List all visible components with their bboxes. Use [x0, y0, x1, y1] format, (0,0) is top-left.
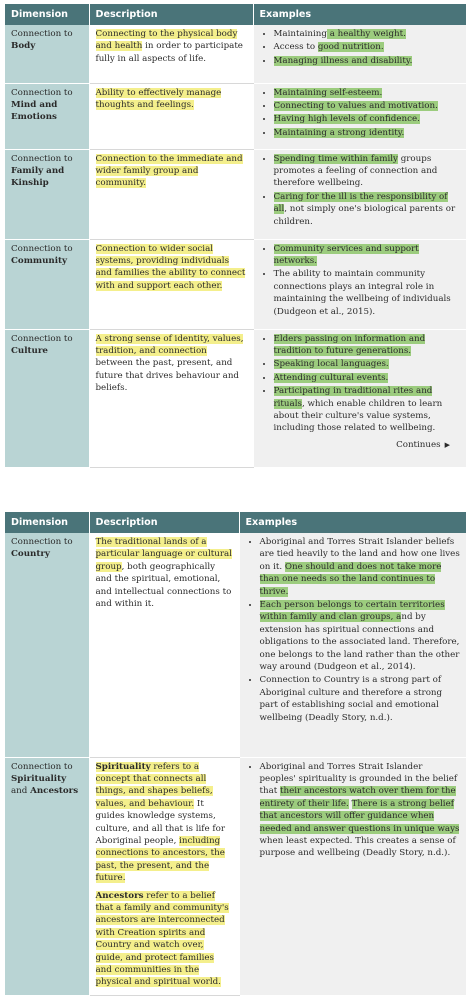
list-item: • Aboriginal and Torres Strait Islander peoples' spirituality is grounded in the belief that their ancestors watch over them for the entirety of their life. There is a strong belief that ancestors will offer guidance when needed and answer questions in unique ways when least expected. This creates a sense of purpose and wellbeing (Deadly Story, n.d.).	[260, 761, 461, 860]
dimension-community: Connection to Community	[5, 239, 89, 329]
description-body: Connecting to the physical body and health in order to participate fully in all aspects of life.	[89, 25, 253, 83]
dimension-body: Connection to Body	[5, 25, 89, 83]
dimension-country: Connection to Country	[5, 533, 89, 757]
dimension-spirituality: Connection to Spirituality and Ancestors	[5, 757, 89, 995]
description-country: The traditional lands of a particular language or cultural group, both geographically and the spiritual, emotional, and intellectual connections to and within it.	[89, 533, 239, 757]
list-item: • Participating in traditional rites and rituals, which enable children to learn about their culture's value systems, including those related to wellbeing.	[274, 385, 461, 435]
row-culture	[5, 329, 467, 467]
ancestors-paragraph: Ancestors refer to a belief that a family and community's ancestors are interconnected with Creation spirits and Country and watch over, guide, and protect families and communities in the physical and spiritual world.	[95, 890, 229, 988]
list-item: • Speaking local languages.	[274, 358, 461, 370]
list-item: • Each person belongs to certain territories within family and clan groups, and by extension has spiritual connections and obligations to the associated land. Therefore, one belongs to the land rather than the other way around (Dudgeon et al., 2014).	[260, 599, 461, 673]
list-item: • Having high levels of confidence.	[274, 113, 461, 125]
list-item: • Elders passing on information and tradition to future generations.	[274, 333, 461, 358]
examples-culture	[253, 329, 467, 467]
dimension-culture: Connection to Culture	[5, 329, 89, 467]
description-culture: A strong sense of identity, values, tradition, and connection between the past, present, and future that drives behaviour and beliefs.	[89, 329, 253, 467]
wellbeing-table-part-2	[5, 512, 467, 996]
table-header	[5, 4, 467, 25]
list-item: • Maintaining self-esteem.	[274, 87, 461, 99]
list-item: • Caring for the ill is the responsibility of all, not simply one's biological parents or children.	[274, 191, 461, 228]
dimension-mind: Connection to Mind and Emotions	[5, 83, 89, 149]
header-examples: Examples	[239, 512, 467, 533]
list-item: • Maintaining a strong identity.	[274, 127, 461, 139]
examples-family	[253, 149, 467, 239]
examples-mind	[253, 83, 467, 149]
row-body	[5, 25, 467, 83]
header-dimension: Dimension	[5, 512, 89, 533]
row-spirituality	[5, 757, 467, 995]
list-item: • Access to good nutrition.	[274, 41, 461, 53]
triangle-right-icon: ▶	[444, 440, 450, 449]
list-item: • Connecting to values and motivation.	[274, 100, 461, 112]
wellbeing-table-part-1	[5, 4, 467, 468]
description-family: Connection to the immediate and wider family group and community.	[89, 149, 253, 239]
list-item: • Attending cultural events.	[274, 372, 461, 384]
list-item: • Spending time within family groups promotes a feeling of connection and therefore wellbeing.	[274, 153, 461, 190]
examples-country	[239, 533, 467, 757]
description-community: Connection to wider social systems, providing individuals and families the ability to connect with and support each other.	[89, 239, 253, 329]
description-spirituality	[89, 757, 239, 995]
examples-community	[253, 239, 467, 329]
list-item: • Community services and support networks.	[274, 243, 461, 268]
examples-body	[253, 25, 467, 83]
dimension-family: Connection to Family and Kinship	[5, 149, 89, 239]
header-examples: Examples	[253, 4, 467, 25]
row-community	[5, 239, 467, 329]
header-description: Description	[89, 512, 239, 533]
header-dimension: Dimension	[5, 4, 89, 25]
description-mind: Ability to effectively manage thoughts and feelings.	[89, 83, 253, 149]
table-header	[5, 512, 467, 533]
row-country	[5, 533, 467, 757]
examples-spirituality	[239, 757, 467, 995]
list-item: • Managing illness and disability.	[274, 55, 461, 67]
row-family	[5, 149, 467, 239]
header-description: Description	[89, 4, 253, 25]
list-item: • Maintaining a healthy weight.	[274, 28, 461, 40]
continues-label: Continues ▶	[396, 439, 450, 450]
list-item: • Connection to Country is a strong part of Aboriginal culture and therefore a strong part of establishing social and emotional wellbeing (Deadly Story, n.d.).	[260, 674, 461, 724]
spirituality-paragraph: Spirituality refers to a concept that connects all things, and shapes beliefs, values, and behaviour. It guides knowledge systems, culture, and all that is life for Aboriginal people, including connections to ancestors, the past, the present, and the future.	[95, 761, 226, 884]
list-item: • Aboriginal and Torres Strait Islander beliefs are tied heavily to the land and how one lives on it. One should and does not take more than one needs so the land continues to thrive.	[260, 536, 461, 598]
list-item: • The ability to maintain community connections plays an integral role in maintaining the wellbeing of individuals (Dudgeon et al., 2015).	[274, 268, 461, 318]
row-mind	[5, 83, 467, 149]
